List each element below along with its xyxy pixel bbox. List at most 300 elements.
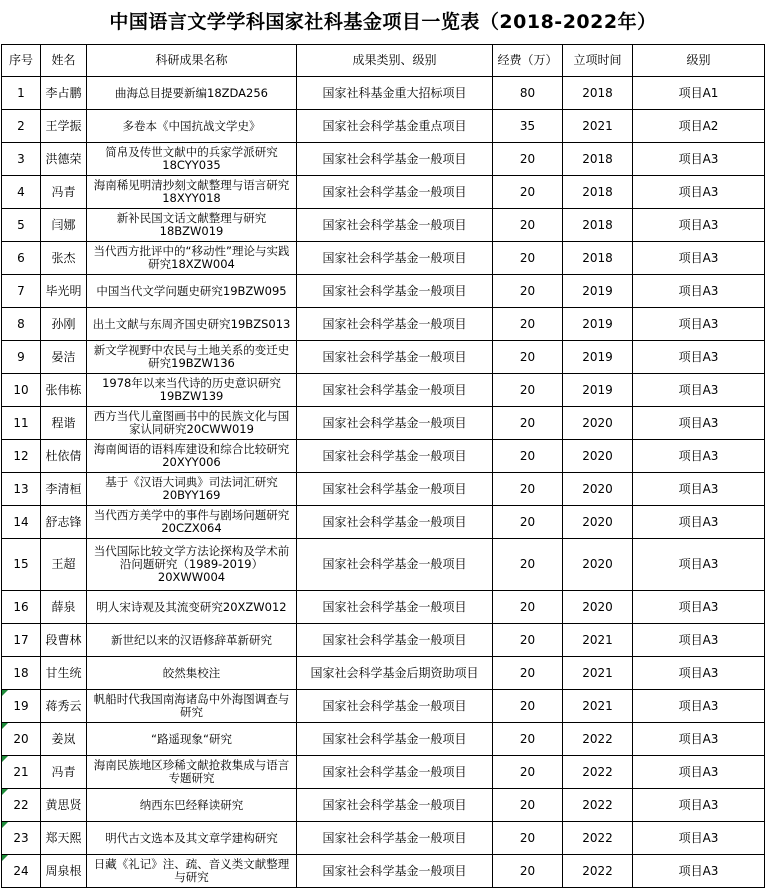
row-name-text: 晏洁 [51, 349, 76, 364]
row-level[interactable] [633, 506, 765, 539]
row-title[interactable] [87, 209, 297, 242]
row-category-text: 国家社会科学基金一般项目 [322, 514, 467, 529]
row-year[interactable] [563, 143, 633, 176]
row-seq[interactable] [2, 308, 41, 341]
row-name[interactable] [41, 110, 87, 143]
row-funding-text: 20 [519, 632, 536, 647]
row-funding[interactable] [493, 374, 563, 407]
row-category[interactable] [297, 440, 493, 473]
row-seq[interactable] [2, 690, 41, 723]
header-title: 科研成果名称 [87, 45, 297, 77]
row-title[interactable] [87, 275, 297, 308]
row-year[interactable] [563, 723, 633, 756]
row-name-text: 程谐 [51, 415, 76, 430]
row-year[interactable] [563, 657, 633, 690]
row-name-text: 李清桓 [45, 481, 82, 496]
row-seq[interactable] [2, 77, 41, 110]
table-row [2, 440, 765, 473]
row-level[interactable] [633, 308, 765, 341]
row-category[interactable] [297, 242, 493, 275]
table-row [2, 407, 765, 440]
row-funding[interactable] [493, 242, 563, 275]
row-level[interactable] [633, 723, 765, 756]
row-category[interactable] [297, 855, 493, 888]
table-header [2, 45, 765, 77]
row-seq-text: 8 [17, 316, 25, 331]
row-year-text: 2020 [582, 557, 613, 571]
row-year-text: 2022 [582, 863, 613, 878]
row-category-text: 国家社会科学基金一般项目 [322, 599, 467, 614]
row-name[interactable] [41, 440, 87, 473]
row-level[interactable] [633, 275, 765, 308]
row-name-text: 张伟栋 [45, 382, 82, 397]
row-funding-text: 20 [519, 698, 536, 713]
row-title-text: 中国当代文学问题史研究19BZW095 [96, 283, 287, 298]
row-seq-text: 1 [17, 85, 25, 100]
table-row [2, 789, 765, 822]
row-funding[interactable] [493, 822, 563, 855]
table-row [2, 690, 765, 723]
row-level-text: 项目A3 [678, 217, 719, 232]
row-name-text: 甘生统 [45, 665, 82, 680]
row-title-text: 皎然集校注 [162, 665, 221, 680]
row-level[interactable] [633, 539, 765, 591]
row-funding-text: 20 [519, 481, 536, 496]
row-name[interactable] [41, 624, 87, 657]
row-category[interactable] [297, 473, 493, 506]
row-seq[interactable] [2, 506, 41, 539]
row-level-text: 项目A3 [678, 599, 719, 614]
row-funding-text: 20 [519, 151, 536, 166]
row-seq-text: 21 [13, 764, 29, 779]
row-title[interactable] [87, 855, 297, 888]
row-year[interactable] [563, 209, 633, 242]
row-title[interactable] [87, 440, 297, 473]
row-funding[interactable] [493, 723, 563, 756]
row-title-text: 纳西东巴经释读研究 [139, 797, 244, 812]
row-title-text: 明代古文选本及其文章学建构研究 [105, 830, 278, 845]
row-seq-text: 10 [13, 382, 29, 397]
row-level[interactable] [633, 209, 765, 242]
row-level[interactable] [633, 341, 765, 374]
row-title-text: 明人宋诗观及其流变研究20XZW012 [96, 599, 287, 614]
row-seq-text: 11 [13, 415, 29, 430]
row-seq[interactable] [2, 440, 41, 473]
row-seq[interactable] [2, 657, 41, 690]
row-funding[interactable] [493, 143, 563, 176]
row-level[interactable] [633, 473, 765, 506]
row-funding-text: 20 [519, 349, 536, 364]
row-name-text: 黄思贤 [45, 797, 82, 812]
table-row [2, 473, 765, 506]
row-funding-text: 20 [519, 250, 536, 265]
row-year[interactable] [563, 308, 633, 341]
row-category-text: 国家社会科学基金一般项目 [322, 557, 467, 571]
row-title[interactable] [87, 77, 297, 110]
row-funding[interactable] [493, 209, 563, 242]
row-year-text: 2020 [582, 448, 613, 463]
row-name-text: 冯青 [51, 184, 76, 199]
row-seq-text: 20 [13, 731, 29, 746]
comment-indicator-icon [2, 789, 8, 795]
row-category-text: 国家社会科学基金一般项目 [322, 448, 467, 463]
comment-indicator-icon [2, 822, 8, 828]
row-year[interactable] [563, 855, 633, 888]
row-category-text: 国家社会科学基金后期资助项目 [310, 665, 479, 680]
comment-indicator-icon [2, 756, 8, 762]
row-category[interactable] [297, 690, 493, 723]
row-category-text: 国家社会科学基金一般项目 [322, 415, 467, 430]
row-level-text: 项目A3 [678, 514, 719, 529]
row-year-text: 2020 [582, 599, 613, 614]
row-category[interactable] [297, 275, 493, 308]
row-funding-text: 20 [519, 184, 536, 199]
row-year[interactable] [563, 242, 633, 275]
row-funding-text: 20 [519, 382, 536, 397]
row-year[interactable] [563, 624, 633, 657]
row-name-text: 洪德荣 [45, 151, 82, 166]
row-level[interactable] [633, 591, 765, 624]
header-year: 立项时间 [563, 45, 633, 77]
row-name[interactable] [41, 275, 87, 308]
row-category-text: 国家社会科学基金一般项目 [322, 217, 467, 232]
row-funding[interactable] [493, 657, 563, 690]
row-seq-text: 3 [17, 151, 25, 166]
row-funding-text: 20 [519, 557, 536, 571]
row-year[interactable] [563, 440, 633, 473]
row-category-text: 国家社会科学基金一般项目 [322, 283, 467, 298]
row-category-text: 国家社会科学基金一般项目 [322, 863, 467, 878]
row-seq[interactable] [2, 723, 41, 756]
row-year[interactable] [563, 789, 633, 822]
row-level[interactable] [633, 855, 765, 888]
row-name[interactable] [41, 341, 87, 374]
row-funding-text: 35 [519, 118, 536, 133]
row-funding[interactable] [493, 690, 563, 723]
row-category-text: 国家社会科学基金一般项目 [322, 632, 467, 647]
row-level-text: 项目A3 [678, 764, 719, 779]
row-category[interactable] [297, 723, 493, 756]
row-level-text: 项目A3 [678, 731, 719, 746]
row-title[interactable] [87, 407, 297, 440]
row-seq[interactable] [2, 822, 41, 855]
row-name[interactable] [41, 473, 87, 506]
row-category-text: 国家社会科学基金一般项目 [322, 316, 467, 331]
row-name[interactable] [41, 506, 87, 539]
row-funding[interactable] [493, 591, 563, 624]
row-seq[interactable] [2, 407, 41, 440]
row-name[interactable] [41, 143, 87, 176]
row-year[interactable] [563, 822, 633, 855]
row-year-text: 2019 [582, 316, 613, 331]
row-funding[interactable] [493, 440, 563, 473]
row-year-text: 2018 [582, 151, 613, 166]
header-seq: 序号 [2, 45, 41, 77]
comment-indicator-icon [2, 690, 8, 696]
row-year-text: 2021 [582, 665, 613, 680]
row-category[interactable] [297, 789, 493, 822]
row-seq[interactable] [2, 789, 41, 822]
header-name: 姓名 [41, 45, 87, 77]
row-title[interactable] [87, 242, 297, 275]
row-year[interactable] [563, 407, 633, 440]
row-year[interactable] [563, 473, 633, 506]
row-year-text: 2020 [582, 514, 613, 529]
row-seq[interactable] [2, 110, 41, 143]
row-name[interactable] [41, 789, 87, 822]
row-category-text: 国家社会科学基金一般项目 [322, 797, 467, 812]
row-level[interactable] [633, 657, 765, 690]
row-seq[interactable] [2, 176, 41, 209]
row-title[interactable] [87, 723, 297, 756]
table-row [2, 275, 765, 308]
row-level[interactable] [633, 110, 765, 143]
row-year[interactable] [563, 539, 633, 591]
row-title[interactable] [87, 756, 297, 789]
row-level-text: 项目A3 [678, 665, 719, 680]
row-name[interactable] [41, 374, 87, 407]
row-title[interactable] [87, 539, 297, 591]
row-year[interactable] [563, 756, 633, 789]
row-name-text: 王学振 [45, 118, 82, 133]
row-year-text: 2018 [582, 85, 613, 100]
row-level[interactable] [633, 624, 765, 657]
row-year-text: 2022 [582, 797, 613, 812]
row-title[interactable] [87, 110, 297, 143]
row-year[interactable] [563, 110, 633, 143]
row-category-text: 国家社会科学基金一般项目 [322, 731, 467, 746]
header-category: 成果类别、级别 [297, 45, 493, 77]
row-year[interactable] [563, 506, 633, 539]
row-title[interactable] [87, 657, 297, 690]
row-level[interactable] [633, 374, 765, 407]
row-level[interactable] [633, 407, 765, 440]
row-name[interactable] [41, 242, 87, 275]
row-seq-text: 23 [13, 830, 29, 845]
row-level-text: 项目A3 [678, 184, 719, 199]
row-seq[interactable] [2, 374, 41, 407]
row-level[interactable] [633, 242, 765, 275]
row-name[interactable] [41, 209, 87, 242]
row-title-text: 当代西方批评中的“移动性”理论与实践研究18XZW004 [93, 244, 290, 271]
row-level[interactable] [633, 822, 765, 855]
row-year-text: 2020 [582, 415, 613, 430]
row-funding-text: 80 [519, 85, 536, 100]
row-category[interactable] [297, 591, 493, 624]
row-seq[interactable] [2, 143, 41, 176]
row-funding[interactable] [493, 756, 563, 789]
row-category[interactable] [297, 209, 493, 242]
row-title[interactable] [87, 341, 297, 374]
row-level-text: 项目A3 [678, 481, 719, 496]
row-seq[interactable] [2, 473, 41, 506]
row-seq[interactable] [2, 539, 41, 591]
row-category[interactable] [297, 539, 493, 591]
row-title[interactable] [87, 143, 297, 176]
row-year-text: 2018 [582, 250, 613, 265]
row-title[interactable] [87, 374, 297, 407]
header-level: 级别 [633, 45, 765, 77]
row-level-text: 项目A3 [678, 797, 719, 812]
row-funding[interactable] [493, 407, 563, 440]
row-year[interactable] [563, 176, 633, 209]
row-funding-text: 20 [519, 731, 536, 746]
row-level-text: 项目A2 [678, 118, 719, 133]
row-title[interactable] [87, 506, 297, 539]
row-seq-text: 7 [17, 283, 25, 298]
row-level-text: 项目A3 [678, 448, 719, 463]
row-category[interactable] [297, 657, 493, 690]
row-category[interactable] [297, 624, 493, 657]
row-name[interactable] [41, 77, 87, 110]
table-row [2, 723, 765, 756]
row-seq[interactable] [2, 591, 41, 624]
row-name[interactable] [41, 308, 87, 341]
table-row [2, 110, 765, 143]
row-name[interactable] [41, 756, 87, 789]
table-row [2, 624, 765, 657]
table-row [2, 308, 765, 341]
row-category-text: 国家社科基金重大招标项目 [322, 85, 467, 100]
row-name-text: 冯青 [51, 764, 76, 779]
table-row [2, 657, 765, 690]
row-category[interactable] [297, 341, 493, 374]
row-seq-text: 24 [13, 863, 29, 878]
row-category-text: 国家社会科学基金重点项目 [322, 118, 467, 133]
row-title[interactable] [87, 690, 297, 723]
row-seq[interactable] [2, 855, 41, 888]
table-body [2, 77, 765, 888]
row-name-text: 姜岚 [51, 731, 76, 746]
row-year[interactable] [563, 690, 633, 723]
row-funding-text: 20 [519, 217, 536, 232]
row-title-text: 基于《汉语大词典》司法词汇研究20BYY169 [105, 475, 278, 502]
row-category[interactable] [297, 822, 493, 855]
row-seq[interactable] [2, 624, 41, 657]
row-funding-text: 20 [519, 415, 536, 430]
row-category[interactable] [297, 176, 493, 209]
row-level[interactable] [633, 77, 765, 110]
row-title-text: 多卷本《中国抗战文学史》 [122, 118, 261, 133]
row-seq[interactable] [2, 209, 41, 242]
row-title[interactable] [87, 176, 297, 209]
table-row [2, 209, 765, 242]
row-level-text: 项目A1 [678, 85, 719, 100]
row-year[interactable] [563, 275, 633, 308]
row-title[interactable] [87, 822, 297, 855]
row-category[interactable] [297, 407, 493, 440]
row-year-text: 2019 [582, 382, 613, 397]
row-year[interactable] [563, 374, 633, 407]
row-level-text: 项目A3 [678, 250, 719, 265]
row-title-text: “路遥现象“研究 [151, 731, 232, 746]
row-title-text: 当代西方美学中的事件与剧场问题研究20CZX064 [93, 508, 290, 535]
row-level[interactable] [633, 789, 765, 822]
row-level-text: 项目A3 [678, 557, 719, 571]
row-level[interactable] [633, 143, 765, 176]
row-category-text: 国家社会科学基金一般项目 [322, 481, 467, 496]
row-level-text: 项目A3 [678, 632, 719, 647]
row-name[interactable] [41, 407, 87, 440]
row-seq-text: 19 [13, 698, 29, 713]
row-seq-text: 12 [13, 448, 29, 463]
row-category-text: 国家社会科学基金一般项目 [322, 764, 467, 779]
row-level-text: 项目A3 [678, 151, 719, 166]
row-funding[interactable] [493, 341, 563, 374]
row-level[interactable] [633, 176, 765, 209]
row-seq-text: 22 [13, 797, 29, 812]
row-title[interactable] [87, 308, 297, 341]
row-level[interactable] [633, 690, 765, 723]
row-name-text: 李占鹏 [45, 85, 82, 100]
page-title: 中国语言文学学科国家社科基金项目一览表（2018-2022年） [109, 11, 657, 33]
row-title[interactable] [87, 789, 297, 822]
row-category[interactable] [297, 77, 493, 110]
row-funding[interactable] [493, 77, 563, 110]
row-year-text: 2021 [582, 118, 613, 133]
row-funding[interactable] [493, 789, 563, 822]
row-name[interactable] [41, 690, 87, 723]
row-category[interactable] [297, 374, 493, 407]
row-name[interactable] [41, 591, 87, 624]
table-row [2, 341, 765, 374]
row-title[interactable] [87, 591, 297, 624]
row-seq[interactable] [2, 275, 41, 308]
row-name[interactable] [41, 539, 87, 591]
row-seq[interactable] [2, 341, 41, 374]
row-level[interactable] [633, 756, 765, 789]
row-category[interactable] [297, 756, 493, 789]
row-funding[interactable] [493, 624, 563, 657]
row-funding[interactable] [493, 110, 563, 143]
row-funding-text: 20 [519, 599, 536, 614]
row-name[interactable] [41, 176, 87, 209]
row-year[interactable] [563, 591, 633, 624]
row-category[interactable] [297, 506, 493, 539]
row-name-text: 蒋秀云 [45, 698, 82, 713]
row-name[interactable] [41, 723, 87, 756]
row-year-text: 2022 [582, 731, 613, 746]
row-level[interactable] [633, 440, 765, 473]
row-funding[interactable] [493, 539, 563, 591]
row-seq[interactable] [2, 242, 41, 275]
row-seq[interactable] [2, 756, 41, 789]
row-title-text: 简帛及传世文献中的兵家学派研究18CYY035 [105, 145, 278, 172]
row-funding[interactable] [493, 473, 563, 506]
row-category[interactable] [297, 143, 493, 176]
row-seq-text: 4 [17, 184, 25, 199]
row-funding[interactable] [493, 855, 563, 888]
table-row [2, 506, 765, 539]
row-funding[interactable] [493, 308, 563, 341]
row-category-text: 国家社会科学基金一般项目 [322, 830, 467, 845]
row-title[interactable] [87, 473, 297, 506]
row-year[interactable] [563, 341, 633, 374]
row-category[interactable] [297, 308, 493, 341]
row-name[interactable] [41, 822, 87, 855]
row-name[interactable] [41, 855, 87, 888]
row-name[interactable] [41, 657, 87, 690]
row-funding[interactable] [493, 176, 563, 209]
row-category[interactable] [297, 110, 493, 143]
row-seq-text: 6 [17, 250, 25, 265]
row-funding[interactable] [493, 506, 563, 539]
row-funding-text: 20 [519, 514, 536, 529]
row-funding[interactable] [493, 275, 563, 308]
row-level-text: 项目A3 [678, 382, 719, 397]
row-year[interactable] [563, 77, 633, 110]
row-title[interactable] [87, 624, 297, 657]
